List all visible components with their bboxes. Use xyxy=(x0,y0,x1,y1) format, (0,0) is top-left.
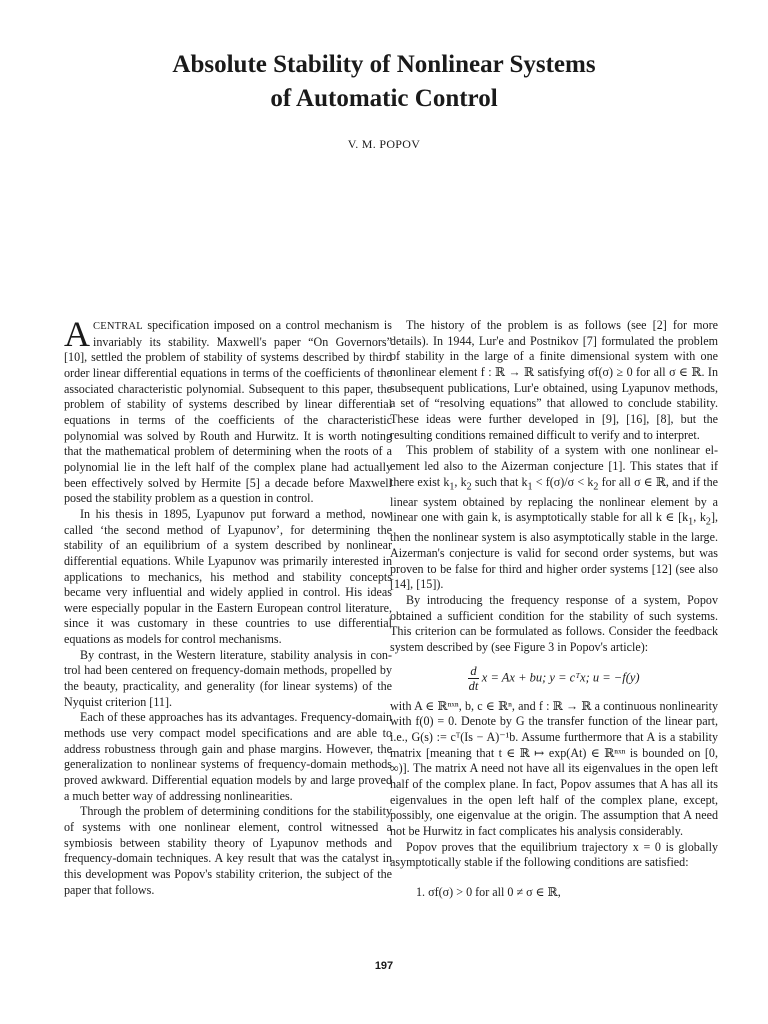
equation-body: x = Ax + bu; y = cᵀx; u = −f(y) xyxy=(481,669,640,684)
condition-list-item: 1. σf(σ) > 0 for all 0 ≠ σ ∈ ℝ, xyxy=(416,884,561,899)
paper-title xyxy=(0,48,768,116)
text-run: such that k xyxy=(471,474,528,489)
paragraph-history: The history of the problem is as follows (see [2] for more details). In 1944, Lur'e and Postnikov [7] formulated the problem of stability in the large of a finite dimensional system with one nonlinear element f : ℝ → ℝ satisfying σf(σ) ≥ 0 for all σ ∈ ℝ. In subsequent publications, Lur'e obtained, using Lyapunov methods, a set of “resolving equations” that allowed to conclude stability. These ideas were further developed in [9], [16], [8], but the resulting conditions remained difficult to verify and to interpret. xyxy=(390,318,718,442)
page-number: 197 xyxy=(374,960,394,972)
paragraph-approaches: Each of these approaches has its advantages. Frequency-domain methods use very compact model specifications and are able to address robustness through gain and phase margins. However, the generalization to nonlinear systems of frequency-domain methods proved awkward. Differential equation models by and large proved a much better way of addressing nonlinearities. xyxy=(64,710,392,803)
paragraph-definitions: with A ∈ ℝⁿˣⁿ, b, c ∈ ℝⁿ, and f : ℝ → ℝ a continuous nonlinearity with f(0) = 0. Denote by G the transfer function of the linear part, i.e., G(s) := cᵀ(Is − A)⁻¹b. Assume furthermore that A is a stability matrix [meaning that t ∈ ℝ ↦ exp(At) ∈ ℝⁿˣⁿ is bounded on [0, ∞)]. The matrix A need not have all its eigenvalues in the open left half of the complex plane. In fact, Popov assumes that A has all its eigenvalues in the open left half of the complex plane, except, possibly, one eigenvalue at the origin. The assumption that A need not be Hurwitz in fact complicates his analysis considerably. xyxy=(390,698,718,838)
fraction-numerator: d xyxy=(470,663,477,678)
paragraph-popov-intro: By introducing the frequency response of a system, Popov obtained a sufficient condition for the stability of such systems. This criterion can be formulated as follows. Consider the feedback system described by (see Figure 3 in Popov's article): xyxy=(390,592,718,654)
paragraph-lyapunov: In his thesis in 1895, Lyapunov put forward a method, now called ‘the second method of Lyapunov’, for determining the stability of an equilibrium of a system described by nonlinear differential equations. While Lyapunov was primarily interested in applications to mechanics, his method and stability concepts became very influential and widely applied in control. His ideas were especially popular in the Eastern European control literature, since it was customary in these countries to use differential equations as models for control mechanisms. xyxy=(64,506,392,647)
fraction-denominator: dt xyxy=(468,678,479,693)
text-run: < f(σ)/σ < k xyxy=(532,474,594,489)
text-run: for all σ ∈ ℝ, and if the linear system obtained by replacing the nonlinear element by a linear one with gain k, is asymptotically stable for all k ∈ [k xyxy=(390,474,719,525)
paragraph-western: By contrast, in the Western literature, stability analysis in control had been centered on frequency-domain methods, propelled by the beauty, practicality, and generality (for linear systems) of the Nyquist criterion [11]. xyxy=(64,647,392,709)
paragraph-aizerman: This problem of stability of a system with one nonlinear element led also to the Aizerman conjecture [1]. This states that if there exist $k_1$, $k_2$ such that $k_1 < f(\sigma)/\sigma < k_2$ for all σ ∈ ℝ, and if the linear system obtained by replacing the nonlinear element by a linear one with gain k, is asymptotically stable for all k ∈ [$k_1$, $k_2$], then the nonlinear system is also asymptotically stable in the large. Aizerman's conjecture is valid for second order systems, but was proven to be false for third and higher order systems [12] (see also [14], [15]). xyxy=(390,443,719,592)
text-run: This problem of stability of a system with one nonlinear element led also to the Aizerman conjecture [1]. This states that if there exist k xyxy=(390,443,718,489)
paragraph-intro xyxy=(64,314,392,507)
left-column xyxy=(64,314,392,898)
text-run: , k xyxy=(693,510,706,525)
drop-cap: A xyxy=(64,314,90,354)
author-name: V. M. POPOV xyxy=(347,137,421,151)
text-run: , k xyxy=(454,474,467,489)
paragraph-symbiosis: Through the problem of determining conditions for the stability of systems with one nonlinear element, control witnessed a symbiosis between stability theory of Lyapunov methods and frequency-domain techniques. A key result that was the catalyst in this development was Popov's stability criterion, the subject of the paper that follows. xyxy=(64,804,392,897)
system-equation xyxy=(390,664,718,693)
derivative-fraction xyxy=(468,664,478,693)
paragraph-intro-text: specification imposed on a control mechanism is invariably its stability. Maxwell's paper “On Governors” [10], settled the problem of stability of systems described by third order linear differential equations in terms of the coefficients of the associated characteristic polynomial. Subsequent to this paper, the problem of stability of systems described by linear differential equations in terms of the coefficients of the characteristic polynomial was solved by Routh and Hurwitz. It is worth noting that the mathematical problem of determining when the roots of a polynomial lie in the left half of the complex plane had actually been effectively solved by Hermite [5] a decade before Maxwell posed the stability problem as a question in control. xyxy=(64,318,392,506)
text-run: ], then the nonlinear system is also asymptotically stable in the large. Aizerman's conjecture is valid for second order systems, but was proven to be false for third and higher order systems [12] (see also [14], [15]). xyxy=(390,510,718,592)
title-line-1: Absolute Stability of Nonlinear Systems xyxy=(172,51,596,78)
smallcaps-lead: CENTRAL xyxy=(93,321,143,332)
paragraph-conditions: Popov proves that the equilibrium trajectory x = 0 is globally asymptotically stable if the following conditions are satisfied: xyxy=(390,839,718,870)
title-line-2: of Automatic Control xyxy=(270,85,498,112)
right-column xyxy=(390,318,718,900)
